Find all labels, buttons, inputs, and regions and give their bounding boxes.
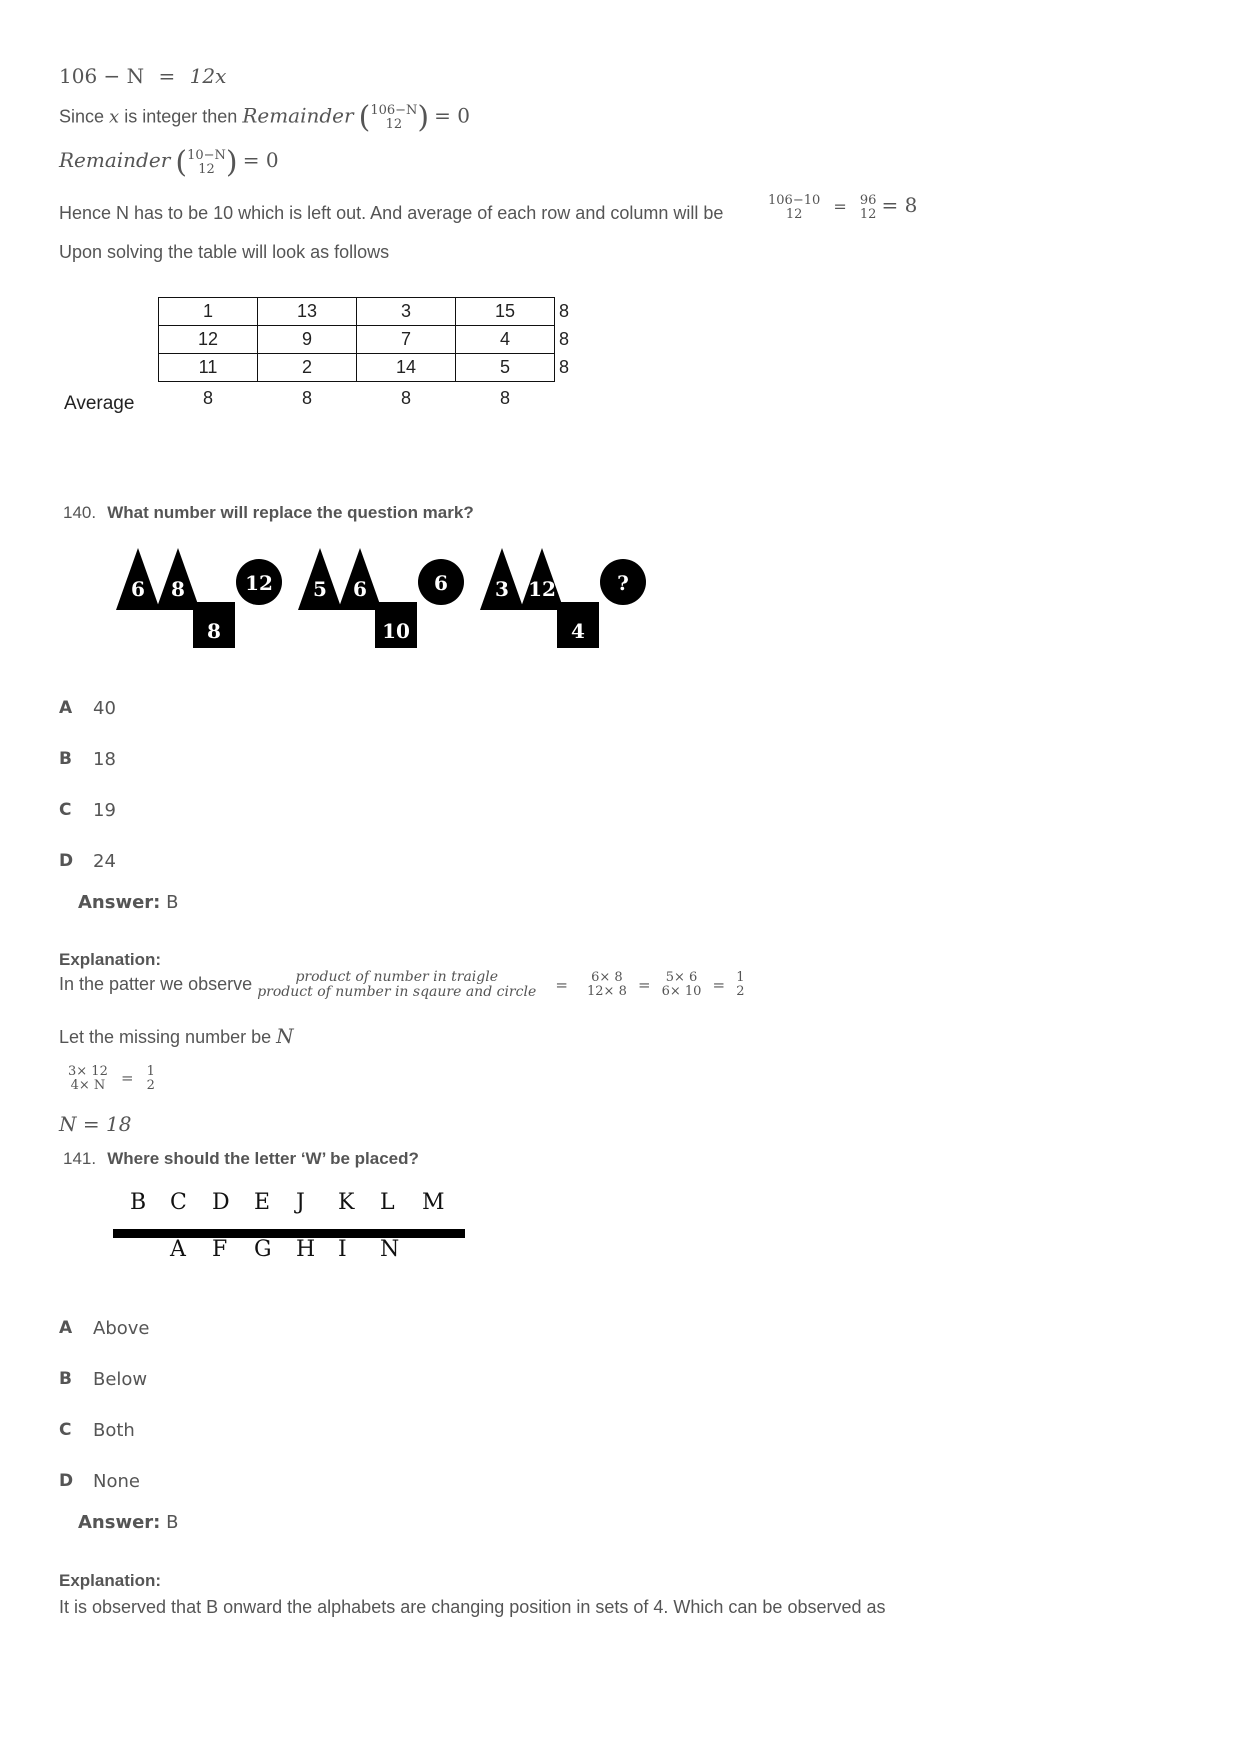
column-average: 8: [202, 387, 213, 408]
fraction: [147, 1065, 155, 1092]
fraction: [370, 104, 417, 131]
explanation-141-text: It is observed that B onward the alphabets are changing position in sets of 4. Which can be observed as: [59, 1597, 886, 1617]
letter-above: B: [130, 1190, 147, 1215]
line2-fn: Remainder: [242, 103, 354, 128]
option-value: 24: [93, 851, 116, 872]
paren-open: (: [358, 100, 371, 135]
fraction-num: 96: [859, 192, 877, 208]
fraction: [860, 194, 877, 221]
table-cell: 4: [456, 326, 555, 354]
answer-141: [78, 1512, 178, 1533]
option-value: Above: [93, 1318, 150, 1339]
letter-above: C: [170, 1190, 187, 1215]
option-letter: C: [59, 1420, 72, 1440]
fraction-den: 12: [198, 161, 215, 177]
fraction-num: 1: [146, 1064, 155, 1079]
circle-number: 12: [245, 571, 273, 595]
fraction-num: product of number in traigle: [295, 969, 498, 985]
explanation-140-line-1: [59, 970, 745, 999]
column-average: 8: [301, 387, 312, 408]
option-a[interactable]: [59, 698, 116, 749]
fraction: [736, 971, 744, 998]
option-value: 40: [93, 698, 116, 719]
derivation-line-1: [59, 64, 226, 88]
letter-above: M: [422, 1190, 445, 1215]
letter-above: L: [380, 1190, 395, 1215]
line2-middle: is integer then: [124, 106, 238, 127]
option-value: Both: [93, 1420, 135, 1441]
line2-var: x: [109, 106, 120, 128]
expr-rhs: 12x: [189, 64, 227, 88]
fraction-num: 5× 6: [665, 970, 698, 986]
answer-value: B: [166, 1512, 179, 1533]
paren-close: ): [417, 100, 430, 135]
derivation-line-5: Upon solving the table will look as follows: [59, 242, 390, 262]
square-number: 4: [571, 619, 585, 643]
fraction-den: 12: [859, 206, 877, 222]
derivation-line-3: [59, 145, 279, 180]
fraction-num: 106−N: [370, 102, 418, 118]
table-cell: 2: [258, 354, 357, 382]
question-number: 141.: [63, 1149, 97, 1168]
eq-sign: =: [833, 197, 847, 216]
table-row: [159, 326, 581, 354]
option-a[interactable]: [59, 1318, 149, 1369]
column-average: 8: [400, 387, 411, 408]
table-row: [159, 298, 581, 326]
q140-options: [59, 698, 116, 902]
option-b[interactable]: [59, 749, 116, 800]
letters-above: [130, 1190, 464, 1215]
paren-open: (: [175, 145, 188, 180]
table-cell: 1: [159, 298, 258, 326]
result: = 8: [881, 193, 918, 217]
triangle-number: 12: [528, 577, 556, 601]
eq-sign: =: [712, 975, 726, 994]
option-b[interactable]: [59, 1369, 149, 1420]
paren-close: ): [225, 145, 238, 180]
fraction-den: 12× 8: [587, 983, 627, 999]
fraction-den: 6× 10: [661, 983, 702, 999]
option-letter: B: [59, 1369, 72, 1389]
table-cell: 3: [357, 298, 456, 326]
expl-text: In the patter we observe: [59, 974, 253, 995]
eq-sign: =: [637, 975, 651, 994]
row-average: 8: [559, 357, 570, 377]
expr-eq: =: [158, 64, 176, 88]
option-letter: C: [59, 800, 72, 820]
table-cell: 7: [357, 326, 456, 354]
answer-140: [78, 892, 178, 913]
letter-above: E: [254, 1190, 271, 1215]
eq-sign: =: [555, 975, 568, 994]
derivation-line-2: [59, 100, 470, 135]
table-cell: 12: [159, 326, 258, 354]
option-value: None: [93, 1471, 140, 1492]
row-average: 8: [559, 301, 570, 321]
column-average-row: [159, 382, 581, 415]
line2-prefix: Since: [59, 106, 105, 127]
option-letter: B: [59, 749, 72, 769]
question-text: Where should the letter ‘W’ be placed?: [107, 1149, 419, 1168]
option-value: 19: [93, 800, 116, 821]
answer-label: Answer:: [78, 892, 161, 913]
fraction-den: 12: [785, 206, 803, 222]
triangle-number: 3: [495, 577, 509, 601]
circle-number: 6: [434, 571, 448, 595]
triangle-number: 6: [353, 577, 367, 601]
question-text: What number will replace the question mark?: [107, 503, 474, 522]
circle-number: ?: [617, 571, 629, 595]
letter-below: A: [170, 1237, 186, 1262]
fraction-num: 10−N: [187, 147, 226, 163]
explanation-label: Explanation:: [59, 950, 162, 969]
answer-value: B: [166, 892, 179, 913]
option-c[interactable]: [59, 1420, 149, 1471]
table-cell: 15: [456, 298, 555, 326]
question-140: [63, 503, 474, 523]
option-c[interactable]: [59, 800, 116, 851]
expr-lhs: 106 − N: [59, 64, 145, 88]
square-number: 10: [382, 619, 410, 643]
option-letter: A: [59, 698, 73, 718]
letter-below: F: [212, 1237, 228, 1262]
table-row: [159, 354, 581, 382]
option-value: 18: [93, 749, 116, 770]
fraction-den: product of number in sqaure and circle: [257, 983, 537, 1000]
letter-above: K: [338, 1190, 355, 1215]
triangle-number: 8: [171, 577, 185, 601]
explanation-140-result: N = 18: [59, 1112, 132, 1136]
question-number: 140.: [63, 503, 97, 522]
fraction-den: 2: [736, 983, 745, 999]
letter-below: N: [380, 1237, 400, 1262]
explanation-label: Explanation:: [59, 1571, 162, 1590]
expl-text: Let the missing number be: [59, 1027, 272, 1047]
triangle-number: 6: [131, 577, 145, 601]
fraction-den: 2: [146, 1077, 155, 1093]
eq-sign: =: [120, 1069, 134, 1088]
fraction-den: 4× N: [70, 1077, 106, 1093]
line2-rhs: = 0: [434, 103, 470, 128]
column-average: 8: [499, 387, 510, 408]
expl-var: N: [276, 1024, 294, 1048]
letter-below: H: [296, 1237, 316, 1262]
explanation-140-line-3: [68, 1065, 155, 1092]
derivation-line-4-text: Hence N has to be 10 which is left out. And average of each row and column will be: [59, 203, 724, 223]
table-cell: 13: [258, 298, 357, 326]
question-141: [63, 1149, 419, 1169]
option-letter: A: [59, 1318, 73, 1338]
fraction: [187, 149, 226, 176]
fraction-num: 6× 8: [591, 970, 623, 986]
letter-above: D: [212, 1190, 230, 1215]
q141-options: [59, 1318, 149, 1522]
table-cell: 11: [159, 354, 258, 382]
table-cell: 9: [258, 326, 357, 354]
fraction-den: 12: [385, 116, 403, 132]
letter-below: I: [338, 1237, 347, 1262]
letter-below: G: [254, 1237, 272, 1262]
row-average: 8: [559, 329, 570, 349]
answer-label: Answer:: [78, 1512, 161, 1533]
explanation-140-line-2: [59, 1024, 294, 1048]
fraction-num: 3× 12: [68, 1064, 108, 1079]
option-letter: D: [59, 851, 74, 871]
average-label: Average: [64, 393, 135, 414]
triangle-number: 5: [313, 577, 327, 601]
fraction-num: 106−10: [768, 192, 821, 208]
fraction: [587, 971, 627, 998]
fraction: [768, 194, 820, 221]
fraction-num: 1: [736, 970, 745, 986]
derivation-line-4-math: [768, 193, 917, 221]
fraction: [257, 970, 536, 999]
option-letter: D: [59, 1471, 74, 1491]
fraction: [68, 1065, 108, 1092]
shapes-figure: [110, 540, 650, 660]
letter-above: J: [296, 1190, 305, 1215]
option-value: Below: [93, 1369, 148, 1390]
line3-fn: Remainder: [59, 148, 171, 172]
square-number: 8: [207, 619, 221, 643]
table-cell: 5: [456, 354, 555, 382]
table-cell: 14: [357, 354, 456, 382]
fraction: [662, 971, 702, 998]
magic-table: [158, 297, 581, 414]
letters-below: [170, 1237, 422, 1262]
line3-rhs: = 0: [242, 148, 279, 172]
